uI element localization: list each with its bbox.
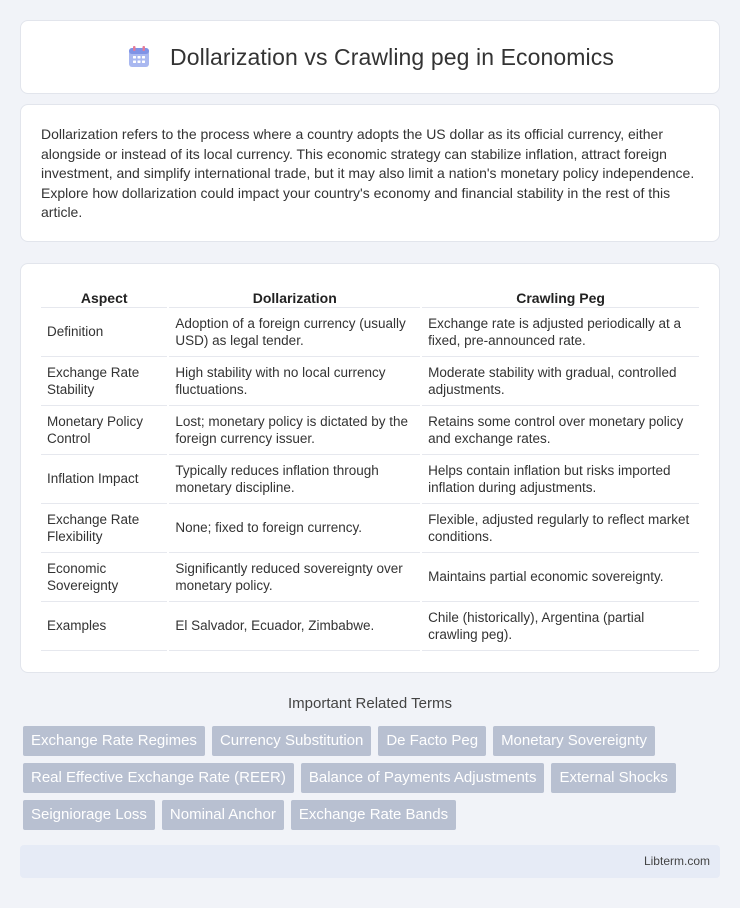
- header-dollarization: Dollarization: [169, 284, 420, 308]
- related-terms-list: [23, 726, 723, 830]
- footer: [20, 845, 720, 878]
- row-crawling-peg: Maintains partial economic sovereignty.: [422, 553, 699, 602]
- row-aspect: Monetary Policy Control: [41, 406, 167, 455]
- related-term-tag[interactable]: Seigniorage Loss: [23, 800, 155, 830]
- row-aspect: Inflation Impact: [41, 455, 167, 504]
- row-aspect: Definition: [41, 308, 167, 357]
- row-crawling-peg: Moderate stability with gradual, controlled adjustments.: [422, 357, 699, 406]
- row-crawling-peg: Exchange rate is adjusted periodically at a fixed, pre-announced rate.: [422, 308, 699, 357]
- table-row: [41, 406, 699, 455]
- table-row: [41, 504, 699, 553]
- row-dollarization: Significantly reduced sovereignty over monetary policy.: [169, 553, 420, 602]
- row-aspect: Economic Sovereignty: [41, 553, 167, 602]
- intro-text: Dollarization refers to the process where a country adopts the US dollar as its official currency, either alongside or instead of its local currency. This economic strategy can stabilize inflation, attract foreign investment, and simplify international trade, but it may also limit a nation's monetary policy independence. Explore how dollarization could impact your country's economy and financial stability in the rest of this article.: [41, 126, 695, 220]
- table-header-row: [41, 284, 699, 308]
- table-row: [41, 308, 699, 357]
- related-term-tag[interactable]: Exchange Rate Bands: [291, 800, 456, 830]
- comparison-card: [20, 263, 720, 673]
- row-dollarization: El Salvador, Ecuador, Zimbabwe.: [169, 602, 420, 651]
- table-row: [41, 602, 699, 651]
- row-crawling-peg: Chile (historically), Argentina (partial crawling peg).: [422, 602, 699, 651]
- page-title: Dollarization vs Crawling peg in Economics: [170, 43, 614, 70]
- table-row: [41, 455, 699, 504]
- header-crawling-peg: Crawling Peg: [422, 284, 699, 308]
- header-aspect: Aspect: [41, 284, 167, 308]
- row-aspect: Examples: [41, 602, 167, 651]
- comparison-table: [39, 284, 701, 651]
- row-aspect: Exchange Rate Stability: [41, 357, 167, 406]
- related-term-tag[interactable]: External Shocks: [551, 763, 675, 793]
- related-term-tag[interactable]: Nominal Anchor: [162, 800, 284, 830]
- row-crawling-peg: Helps contain inflation but risks imported inflation during adjustments.: [422, 455, 699, 504]
- row-dollarization: Adoption of a foreign currency (usually USD) as legal tender.: [169, 308, 420, 357]
- row-crawling-peg: Retains some control over monetary policy and exchange rates.: [422, 406, 699, 455]
- related-term-tag[interactable]: Real Effective Exchange Rate (REER): [23, 763, 294, 793]
- related-term-tag[interactable]: Exchange Rate Regimes: [23, 726, 205, 756]
- related-term-tag[interactable]: Currency Substitution: [212, 726, 371, 756]
- intro-card: [20, 104, 720, 242]
- row-crawling-peg: Flexible, adjusted regularly to reflect market conditions.: [422, 504, 699, 553]
- related-term-tag[interactable]: Monetary Sovereignty: [493, 726, 655, 756]
- related-terms-title: Important Related Terms: [288, 695, 452, 712]
- header-card: [20, 20, 720, 94]
- related-term-tag[interactable]: De Facto Peg: [378, 726, 486, 756]
- row-dollarization: High stability with no local currency fluctuations.: [169, 357, 420, 406]
- row-dollarization: Lost; monetary policy is dictated by the foreign currency issuer.: [169, 406, 420, 455]
- calendar-icon: [126, 44, 152, 70]
- related-term-tag[interactable]: Balance of Payments Adjustments: [301, 763, 545, 793]
- row-aspect: Exchange Rate Flexibility: [41, 504, 167, 553]
- row-dollarization: None; fixed to foreign currency.: [169, 504, 420, 553]
- table-row: [41, 553, 699, 602]
- table-row: [41, 357, 699, 406]
- footer-site-link[interactable]: Libterm.com: [643, 854, 710, 868]
- row-dollarization: Typically reduces inflation through monetary discipline.: [169, 455, 420, 504]
